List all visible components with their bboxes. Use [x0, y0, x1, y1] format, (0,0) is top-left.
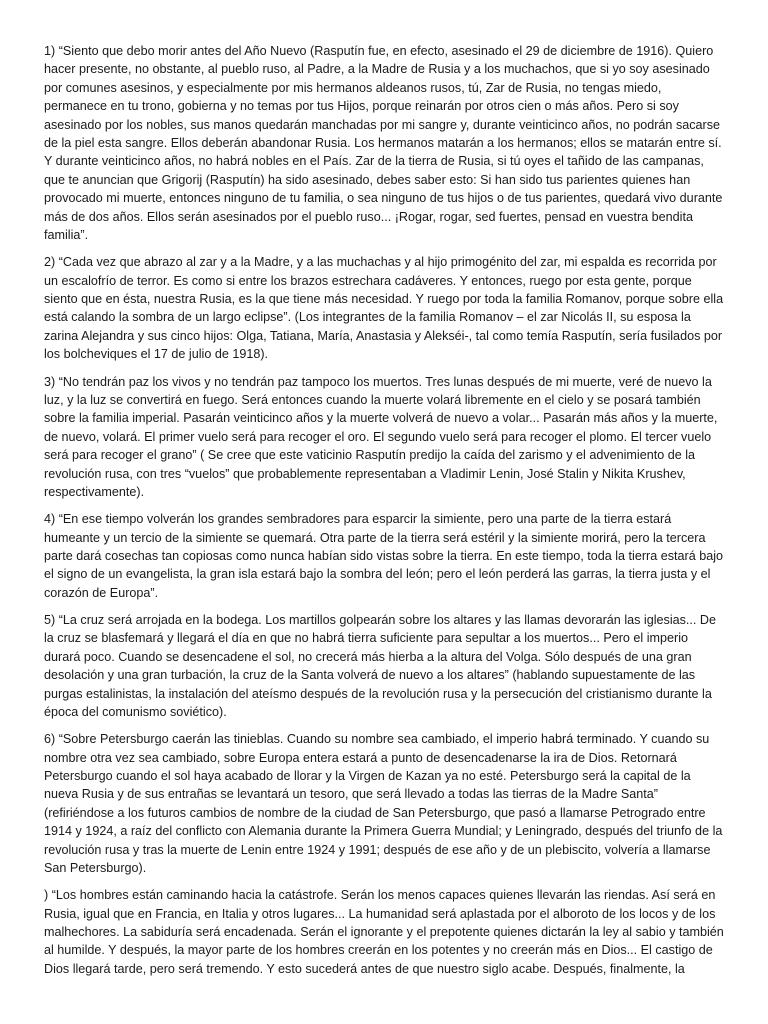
- prophecy-paragraph-2: 2) “Cada vez que abrazo al zar y a la Madre, y a las muchachas y al hijo primogénito del zar, mi espalda es recorrida por un escalofrío de terror. Es como si entre los brazos estrechara cadáveres. Y entonces, ruego por esta gente, porque siento que en ésta, nuestra Rusia, es la que tiene más necesidad. Y ruego por toda la familia Romanov, porque sobre ella está calando la sombra de un largo eclipse”. (Los integrantes de la familia Romanov – el zar Nicolás II, su esposa la zarina Alejandra y sus cinco hijos: Olga, Tatiana, María, Anastasia y Alekséi-, tal como temía Rasputín, sería fusilados por los bolcheviques el 17 de julio de 1918).: [44, 255, 724, 362]
- prophecy-paragraph-3: 3) “No tendrán paz los vivos y no tendrán paz tampoco los muertos. Tres lunas después de mi muerte, veré de nuevo la luz, y la luz se convertirá en fuego. Será entonces cuando la muerte volará libremente en el cielo y se posará también sobre la familia imperial. Pasarán veinticinco años y la muerte volverá de nuevo a volar... Pasarán más años y la muerte, de nuevo, volará. El primer vuelo será para recoger el oro. El segundo vuelo será para recoger el plomo. El tercer vuelo será para recoger el grano” ( Se cree que este vaticinio Rasputín predijo la caída del zarismo y el advenimiento de la revolución rusa, con tres “vuelos” que probablemente representaban a Vladimir Lenin, José Stalin y Nikita Krushev, respectivamente).: [44, 374, 718, 499]
- prophecy-paragraph-4: 4) “En ese tiempo volverán los grandes sembradores para esparcir la simiente, pero una parte de la tierra estará humeante y un tercio de la simiente se quemará. Otra parte de la tierra será estéril y la simiente morirá, pero la tercera parte dará cosechas tan copiosas como nunca habían sido vistas sobre la tierra. En este tiempo, toda la tierra estará bajo el signo de un evangelista, la gran isla estará bajo la sombra del león; pero el león perderá las garras, la tierra justa y el corazón de Europa”.: [44, 512, 724, 600]
- prophecy-paragraph-1: 1) “Siento que debo morir antes del Año Nuevo (Rasputín fue, en efecto, asesinado el 29 de diciembre de 1916). Quiero hacer presente, no obstante, al pueblo ruso, al Padre, a la Madre de Rusia y a los muchachos, que si yo soy asesinado por comunes asesinos, y especialmente por mis hermanos aldeanos rusos, tú, Zar de Rusia, no tengas miedo, permanece en tu trono, gobierna y no temas por tus Hijos, porque reinarán por otros cien o más años. Pero si soy asesinado por los nobles, sus manos quedarán manchadas por mi sangre y, durante veinticinco años, no podrán sacarse de la piel esta sangre. Ellos deberán abandonar Rusia. Los hermanos matarán a los hermanos; ellos se matarán entre sí. Y durante veinticinco años, no habrá nobles en el País. Zar de la tierra de Rusia, si tú oyes el tañido de las campanas, que te anuncian que Grigorij (Rasputín) ha sido asesinado, debes saber esto: Si han sido tus parientes quienes han provocado mi muerte, entonces ninguno de tu familia, o sea ninguno de tus hijos o de tus parientes, quedará vivo durante más de dos años. Ellos serán asesinados por el pueblo ruso... ¡Rogar, rogar, sed fuertes, pensad en vuestra bendita familia”.: [44, 44, 723, 243]
- document-page: [44, 42, 726, 987]
- prophecy-paragraph-6: 6) “Sobre Petersburgo caerán las tinieblas. Cuando su nombre sea cambiado, el imperio habrá terminado. Y cuando su nombre otra vez sea cambiado, sobre Europa entera estará a punto de desencadenarse la ira de Dios. Retornará Petersburgo cuando el sol haya acabado de llorar y la Virgen de Kazan ya no esté. Petersburgo será la capital de la nueva Rusia y de sus entrañas se levantará un tesoro, que será llevado a todas las tierras de la Madre Santa” (refiriéndose a los futuros cambios de nombre de la ciudad de San Petersburgo, que pasó a llamarse Petrogrado entre 1914 y 1924, a raíz del conflicto con Alemania durante la Primera Guerra Mundial; y Leningrado, después del triunfo de la revolución rusa y tras la muerte de Lenin entre 1924 y 1991; después de ese año y de un plebiscito, volvería a llamarse San Petersburgo).: [44, 732, 723, 876]
- prophecy-paragraph-5: 5) “La cruz será arrojada en la bodega. Los martillos golpearán sobre los altares y las llamas devorarán las iglesias... De la cruz se blasfemará y llegará el día en que no habrá tierra suficiente para sepultar a los muertos... Pero el imperio durará poco. Cuando se desencadene el sol, no crecerá más hierba a la altura del Volga. Sólo después de una gran desolación y una gran turbación, la cruz de la Santa volverá de nuevo a los altares” (hablando supuestamente de las purgas estalinistas, la instalación del ateísmo después de la revolución rusa y la persecución del cristianismo durante la época del comunismo soviético).: [44, 612, 717, 719]
- prophecy-paragraph-7: ) “Los hombres están caminando hacia la catástrofe. Serán los menos capaces quienes llevarán las riendas. Así será en Rusia, igual que en Francia, en Italia y otros lugares... La humanidad será aplastada por el alboroto de los locos y de los malhechores. La sabiduría será encadenada. Serán el ignorante y el prepotente quienes dictarán la ley al sabio y también al humilde. Y después, la mayor parte de los hombres creerán en los potentes y no creerán más en Dios... El castigo de Dios llegará tarde, pero será tremendo. Y esto sucederá antes de que nuestro siglo acabe. Después, finalmente, la: [44, 888, 724, 976]
